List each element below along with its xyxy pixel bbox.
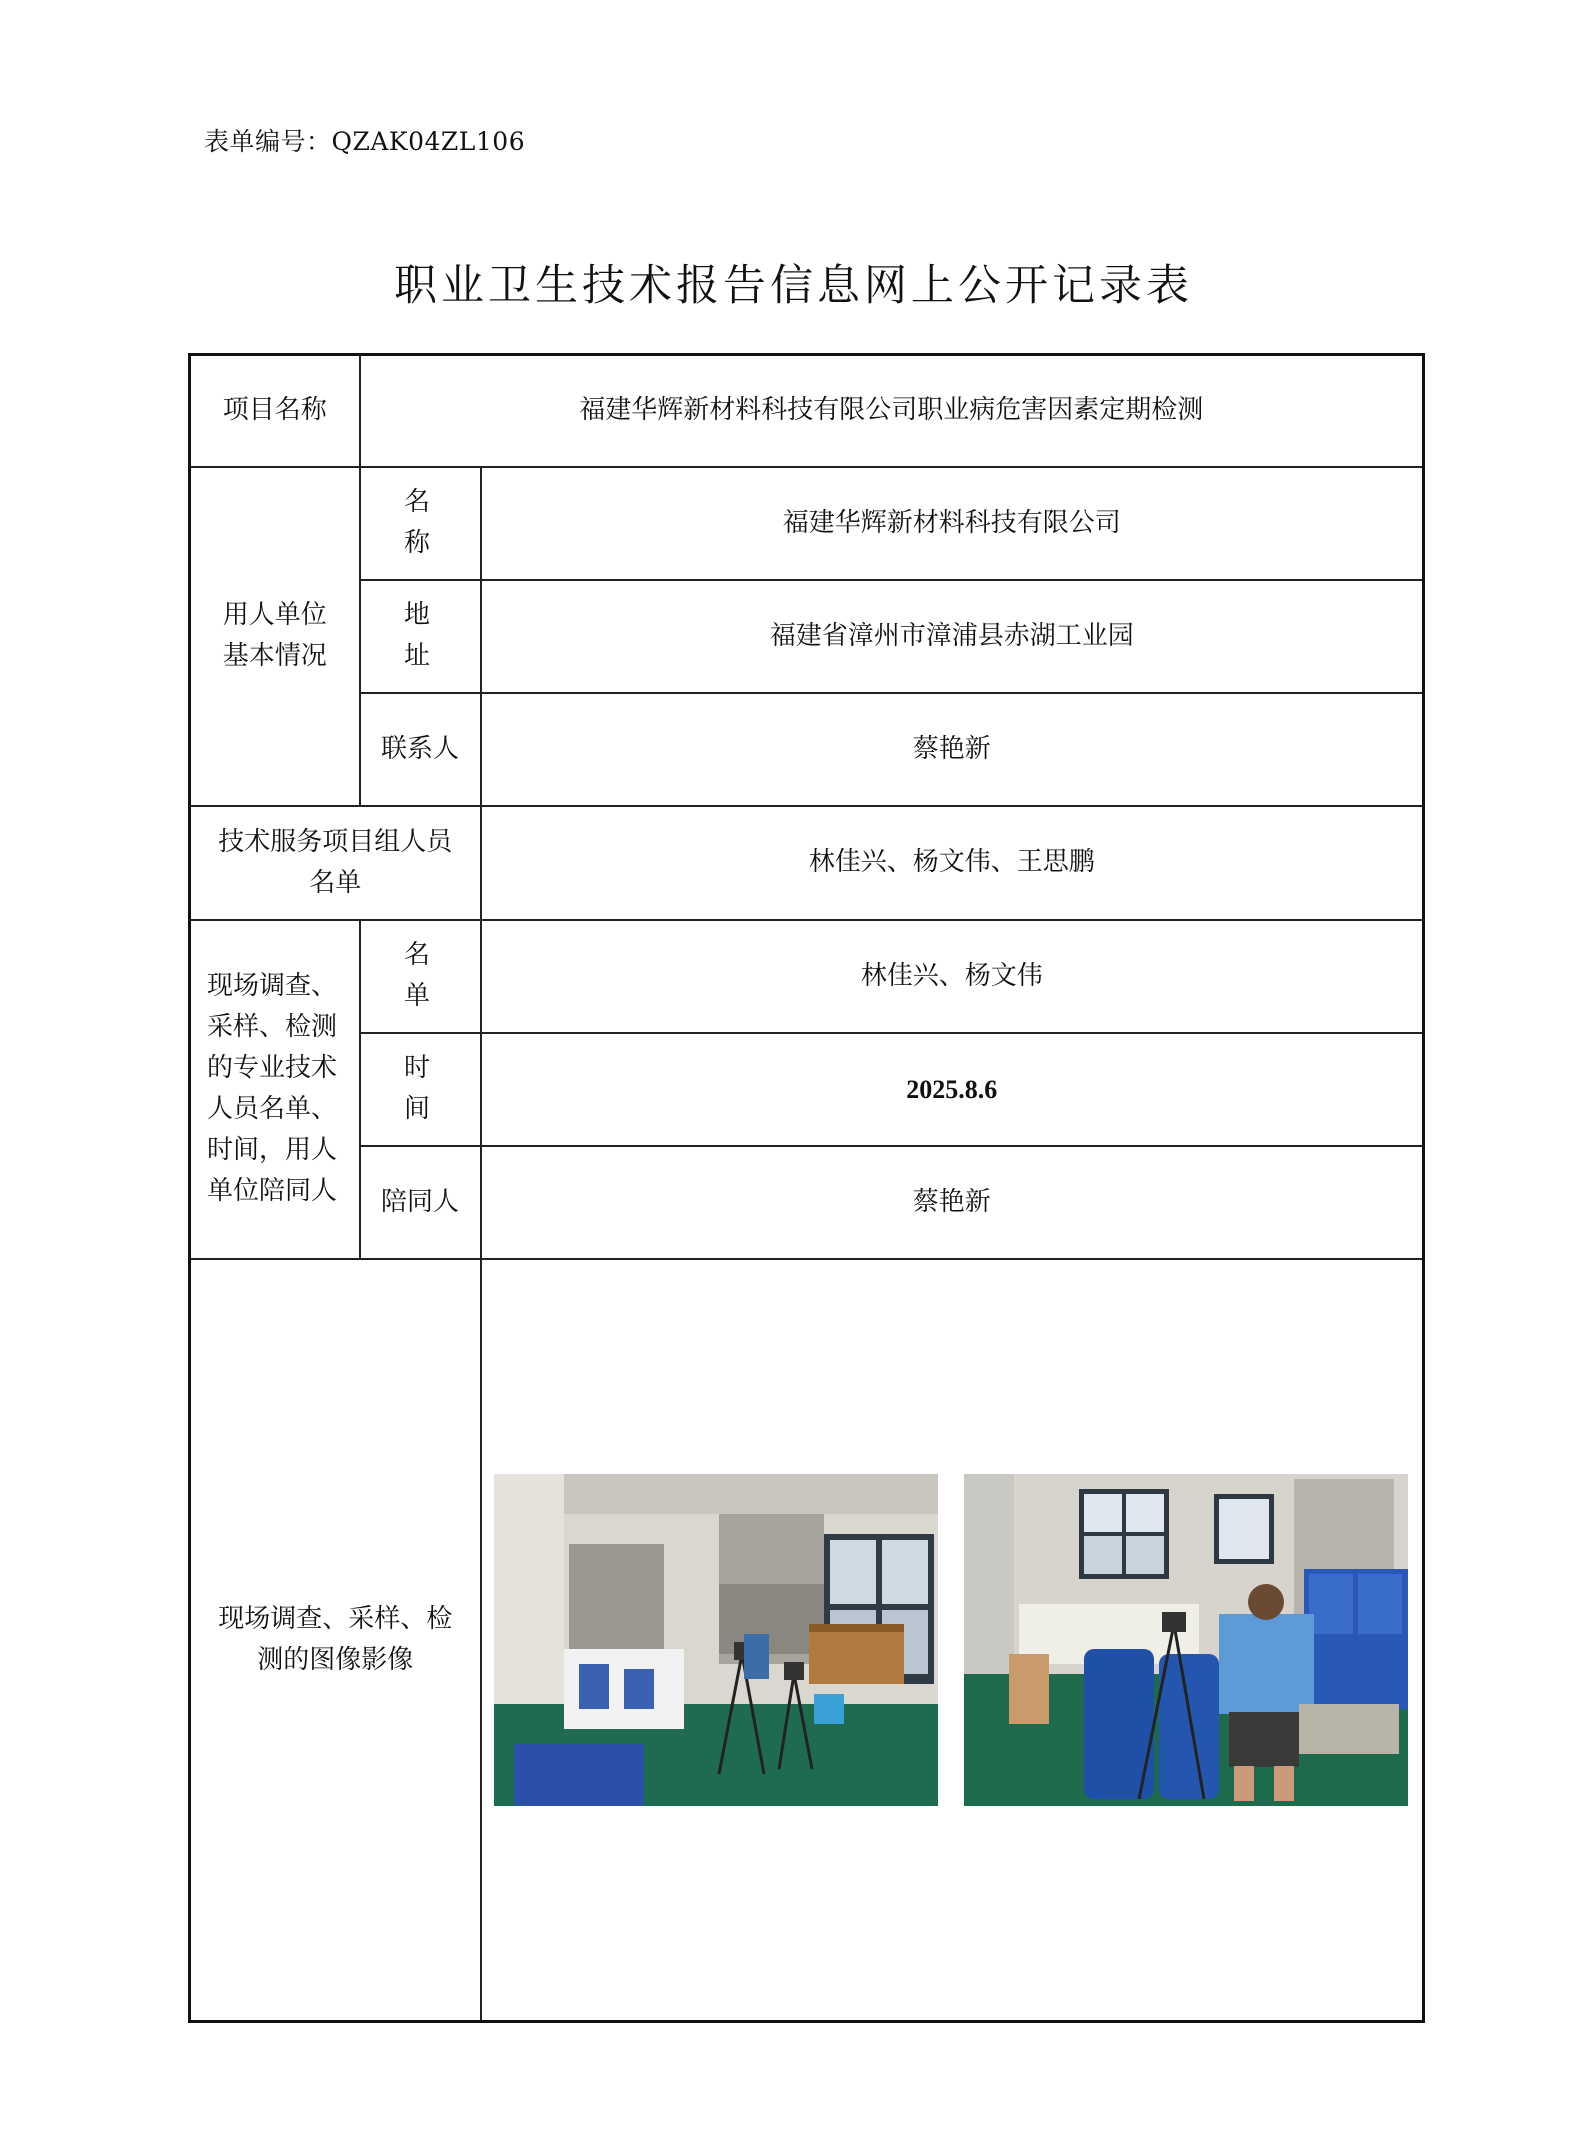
survey-label-line: 人员名单、 <box>207 1094 338 1124</box>
team-label-line1: 技术服务项目组人员 <box>218 826 453 857</box>
row-team <box>190 806 1424 920</box>
survey-names-label: 名单 <box>360 920 481 1033</box>
row-images <box>190 1259 1424 2022</box>
row-survey-escort <box>190 1146 1424 1259</box>
images-label <box>190 1259 481 2022</box>
survey-label-line: 现场调查、 <box>207 971 338 1001</box>
photo-gallery <box>482 1474 1423 1806</box>
images-cell <box>481 1259 1424 2022</box>
record-table <box>188 353 1425 2023</box>
images-label-line1: 现场调查、采样、检 <box>218 1603 453 1634</box>
row-employer-name <box>190 467 1424 580</box>
images-label-line2: 测的图像影像 <box>257 1644 414 1675</box>
employer-address-value: 福建省漳州市漳浦县赤湖工业园 <box>481 580 1424 693</box>
row-survey-names <box>190 920 1424 1033</box>
employer-contact-label: 联系人 <box>360 693 481 806</box>
survey-escort-label: 陪同人 <box>360 1146 481 1259</box>
row-employer-address <box>190 580 1424 693</box>
survey-time-value: 2025.8.6 <box>481 1033 1424 1146</box>
employer-info-label-line2: 基本情况 <box>222 641 327 671</box>
row-project <box>190 355 1424 467</box>
employer-address-label: 地址 <box>360 580 481 693</box>
document-title: 职业卫生技术报告信息网上公开记录表 <box>394 261 1193 311</box>
survey-names-value: 林佳兴、杨文伟 <box>481 920 1424 1033</box>
team-label-line2: 名单 <box>309 867 362 898</box>
survey-label-line: 的专业技术 <box>207 1053 338 1083</box>
employer-name-value: 福建华辉新材料科技有限公司 <box>481 467 1424 580</box>
employer-info-label-line1: 用人单位 <box>222 600 327 630</box>
employer-name-label: 名称 <box>360 467 481 580</box>
employer-info-label <box>190 467 360 806</box>
team-label <box>190 806 481 920</box>
site-photo-1 <box>494 1474 938 1806</box>
survey-label-line: 时间，用人 <box>207 1135 338 1165</box>
survey-label-line: 采样、检测 <box>207 1012 338 1042</box>
site-photo-2 <box>964 1474 1408 1806</box>
employer-contact-value: 蔡艳新 <box>481 693 1424 806</box>
survey-time-label: 时间 <box>360 1033 481 1146</box>
survey-info-label <box>190 920 360 1259</box>
survey-escort-value: 蔡艳新 <box>481 1146 1424 1259</box>
survey-label-line: 单位陪同人 <box>207 1176 338 1206</box>
team-members-value: 林佳兴、杨文伟、王思鹏 <box>481 806 1424 920</box>
form-number: 表单编号：QZAK04ZL106 <box>204 127 526 156</box>
row-survey-time <box>190 1033 1424 1146</box>
project-name-value: 福建华辉新材料科技有限公司职业病危害因素定期检测 <box>360 355 1424 467</box>
site-photo-2-image <box>964 1474 1408 1806</box>
site-photo-1-image <box>494 1474 938 1806</box>
project-name-label: 项目名称 <box>190 355 360 467</box>
row-employer-contact <box>190 693 1424 806</box>
